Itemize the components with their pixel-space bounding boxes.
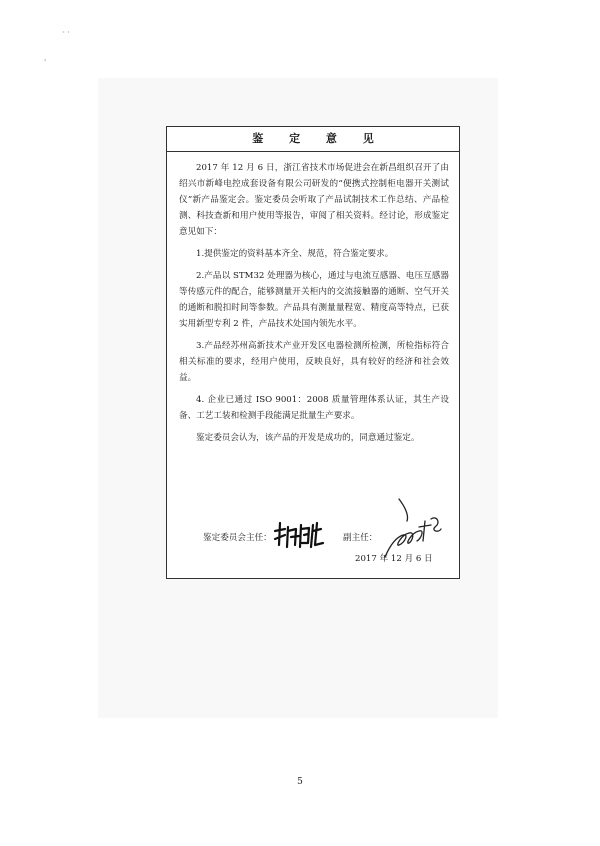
- appraisal-box: [166, 126, 460, 579]
- page-number: 5: [297, 777, 303, 787]
- scan-mark: · ·: [62, 28, 70, 37]
- paragraph-intro: 2017 年 12 月 6 日，浙江省技术市场促进会在新昌组织召开了由绍兴市新峰电控成套设备有限公司研发的“便携式控制柜电器开关测试仪”新产品鉴定会。鉴定委员会听取了产品试制技术工作总结、产品检测、科技查新和用户使用等报告，审阅了相关资料。经讨论，形成鉴定意见如下：: [179, 163, 449, 237]
- paragraph-conclusion: 鉴定委员会认为，该产品的开发是成功的，同意通过鉴定。: [196, 433, 420, 443]
- paragraph-item-1: 1.提供鉴定的资料基本齐全、规范，符合鉴定要求。: [196, 249, 394, 259]
- chair-label: 鉴定委员会主任：: [203, 533, 272, 543]
- deputy-label: 副主任：: [343, 533, 378, 543]
- paragraph-item-3: 3.产品经苏州高新技术产业开发区电器检测所检测，所检指标符合相关标准的要求，经用户使用，反映良好，具有较好的经济和社会效益。: [179, 341, 449, 383]
- box-title: 鉴 定 意 见: [167, 127, 459, 152]
- signature-row: [167, 515, 459, 555]
- paragraph-item-4: 4. 企业已通过 ISO 9001：2008 质量管理体系认证，其生产设备、工艺工装和检测手段能满足批量生产要求。: [179, 395, 449, 421]
- box-body: [167, 152, 459, 446]
- scan-mark: ': [44, 58, 47, 67]
- chair-signature: [271, 519, 327, 551]
- paragraph-item-2: 2.产品以 STM32 处理器为核心，通过与电流互感器、电压互感器等传感元件的配合，能够测量开关柜内的交流接触器的通断、空气开关的通断和脱扣时间等参数。产品具有测量量程宽、精度高等特点，已获实用新型专利 2 件，产品技术处国内领先水平。: [179, 271, 449, 329]
- signature-date: 2017 年 12 月 6 日: [355, 554, 433, 564]
